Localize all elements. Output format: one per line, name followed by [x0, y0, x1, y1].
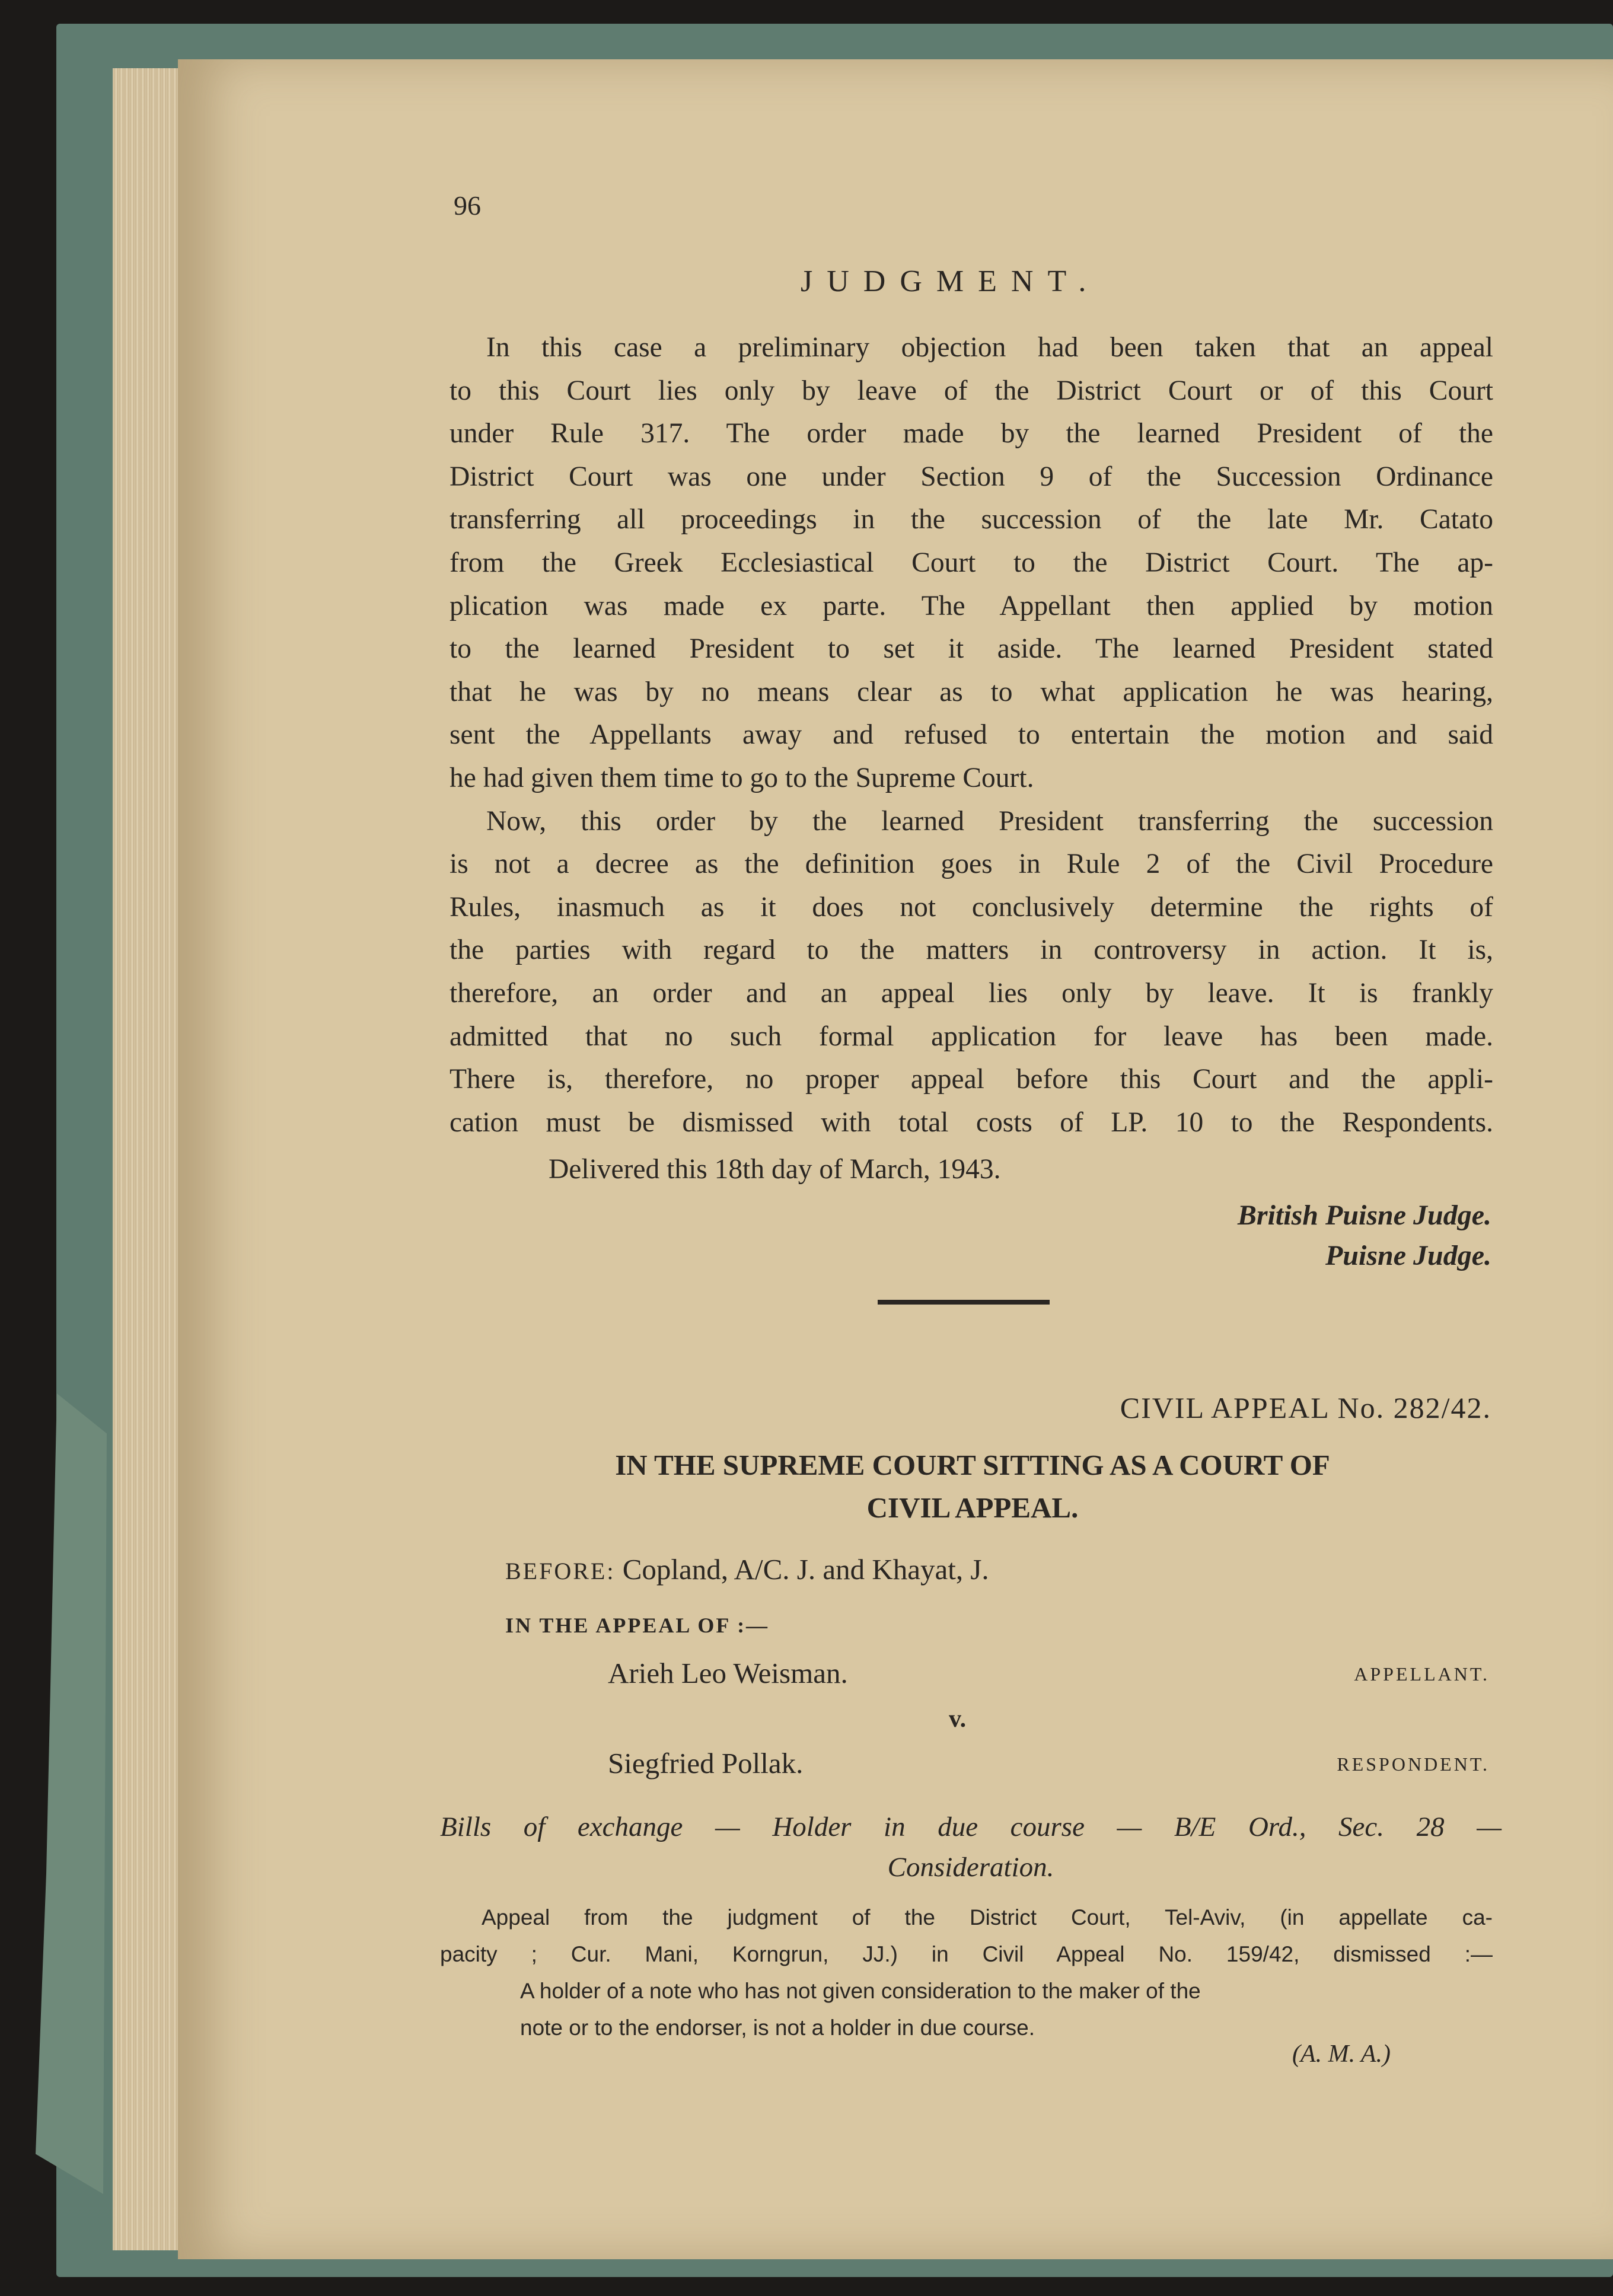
summary-line: pacity ; Cur. Mani, Korngrun, JJ.) in Civil Appeal No. 159/42, dismissed :—: [440, 1942, 1493, 1966]
judgment-line: Now, this order by the learned President transferring the succession: [486, 805, 1493, 837]
section-divider: [878, 1300, 1050, 1305]
judgment-line: that he was by no means clear as to what application he was hearing,: [450, 676, 1493, 707]
case-summary: [440, 1899, 1493, 2046]
judgment-line: District Court was one under Section 9 of the Succession Ordinance: [450, 461, 1493, 492]
judgment-line: plication was made ex parte. The Appellant then applied by motion: [450, 590, 1493, 621]
judgment-line: therefore, an order and an appeal lies only by leave. It is frankly: [450, 977, 1493, 1009]
court-heading-line: IN THE SUPREME COURT SITTING AS A COURT OF: [615, 1449, 1330, 1481]
signature-british-puisne-judge: British Puisne Judge.: [1237, 1200, 1491, 1231]
summary-line: Appeal from the judgment of the District Court, Tel-Aviv, (in appellate ca-: [482, 1905, 1493, 1930]
judgment-line: Rules, inasmuch as it does not conclusively determine the rights of: [450, 891, 1493, 923]
headnote-line: Bills of exchange — Holder in due course — B/E Ord., Sec. 28 —: [440, 1812, 1502, 1842]
judgment-heading: JUDGMENT.: [801, 264, 1101, 298]
judgment-line: sent the Appellants away and refused to entertain the motion and said: [450, 719, 1493, 751]
before-judges: Copland, A/C. J. and Khayat, J.: [622, 1553, 989, 1586]
judgment-line: he had given them time to go to the Supreme Court.: [450, 762, 1034, 793]
judgment-line: admitted that no such formal application for leave has been made.: [450, 1021, 1493, 1052]
judgment-line: In this case a preliminary objection had been taken that an appeal: [486, 332, 1493, 363]
headnote-line: Consideration.: [887, 1852, 1054, 1883]
reporter-initials: (A. M. A.): [1292, 2040, 1391, 2068]
judgment-line: There is, therefore, no proper appeal before this Court and the appli-: [450, 1064, 1493, 1095]
judgment-line: is not a decree as the definition goes in Rule 2 of the Civil Procedure: [450, 849, 1493, 880]
before-label: BEFORE:: [505, 1558, 616, 1584]
before-line: [505, 1552, 989, 1586]
judgment-line: to the learned President to set it aside. The learned President stated: [450, 633, 1493, 665]
court-heading: [451, 1444, 1494, 1529]
case-number: CIVIL APPEAL No. 282/42.: [1120, 1391, 1491, 1424]
page-number: 96: [454, 190, 481, 221]
delivered-date: Delivered this 18th day of March, 1943.: [549, 1154, 1001, 1185]
versus: v.: [949, 1705, 967, 1733]
in-appeal-label: IN THE APPEAL OF :—: [505, 1613, 770, 1637]
appellant-role: APPELLANT.: [1354, 1663, 1490, 1685]
headnote: [440, 1807, 1502, 1887]
torn-spine-cloth: [36, 1393, 107, 2194]
judgment-line: to this Court lies only by leave of the District Court or of this Court: [450, 375, 1493, 406]
appellant-name: Arieh Leo Weisman.: [608, 1657, 848, 1689]
judgment-line: transferring all proceedings in the succession of the late Mr. Catato: [450, 504, 1493, 535]
judgment-line: under Rule 317. The order made by the learned President of the: [450, 418, 1493, 449]
court-heading-line: CIVIL APPEAL.: [866, 1491, 1079, 1524]
summary-line: A holder of a note who has not given consideration to the maker of the: [520, 1979, 1201, 2003]
respondent-role: RESPONDENT.: [1337, 1753, 1490, 1775]
judgment-body: [450, 326, 1493, 1144]
signature-puisne-judge: Puisne Judge.: [1325, 1240, 1491, 1271]
judgment-line: cation must be dismissed with total costs of LP. 10 to the Respondents.: [450, 1106, 1493, 1138]
judgment-line: the parties with regard to the matters in controversy in action. It is,: [450, 935, 1493, 966]
summary-line: note or to the endorser, is not a holder in due course.: [520, 2016, 1035, 2040]
judgment-line: from the Greek Ecclesiastical Court to the District Court. The ap-: [450, 547, 1493, 578]
respondent-name: Siegfried Pollak.: [608, 1747, 804, 1780]
